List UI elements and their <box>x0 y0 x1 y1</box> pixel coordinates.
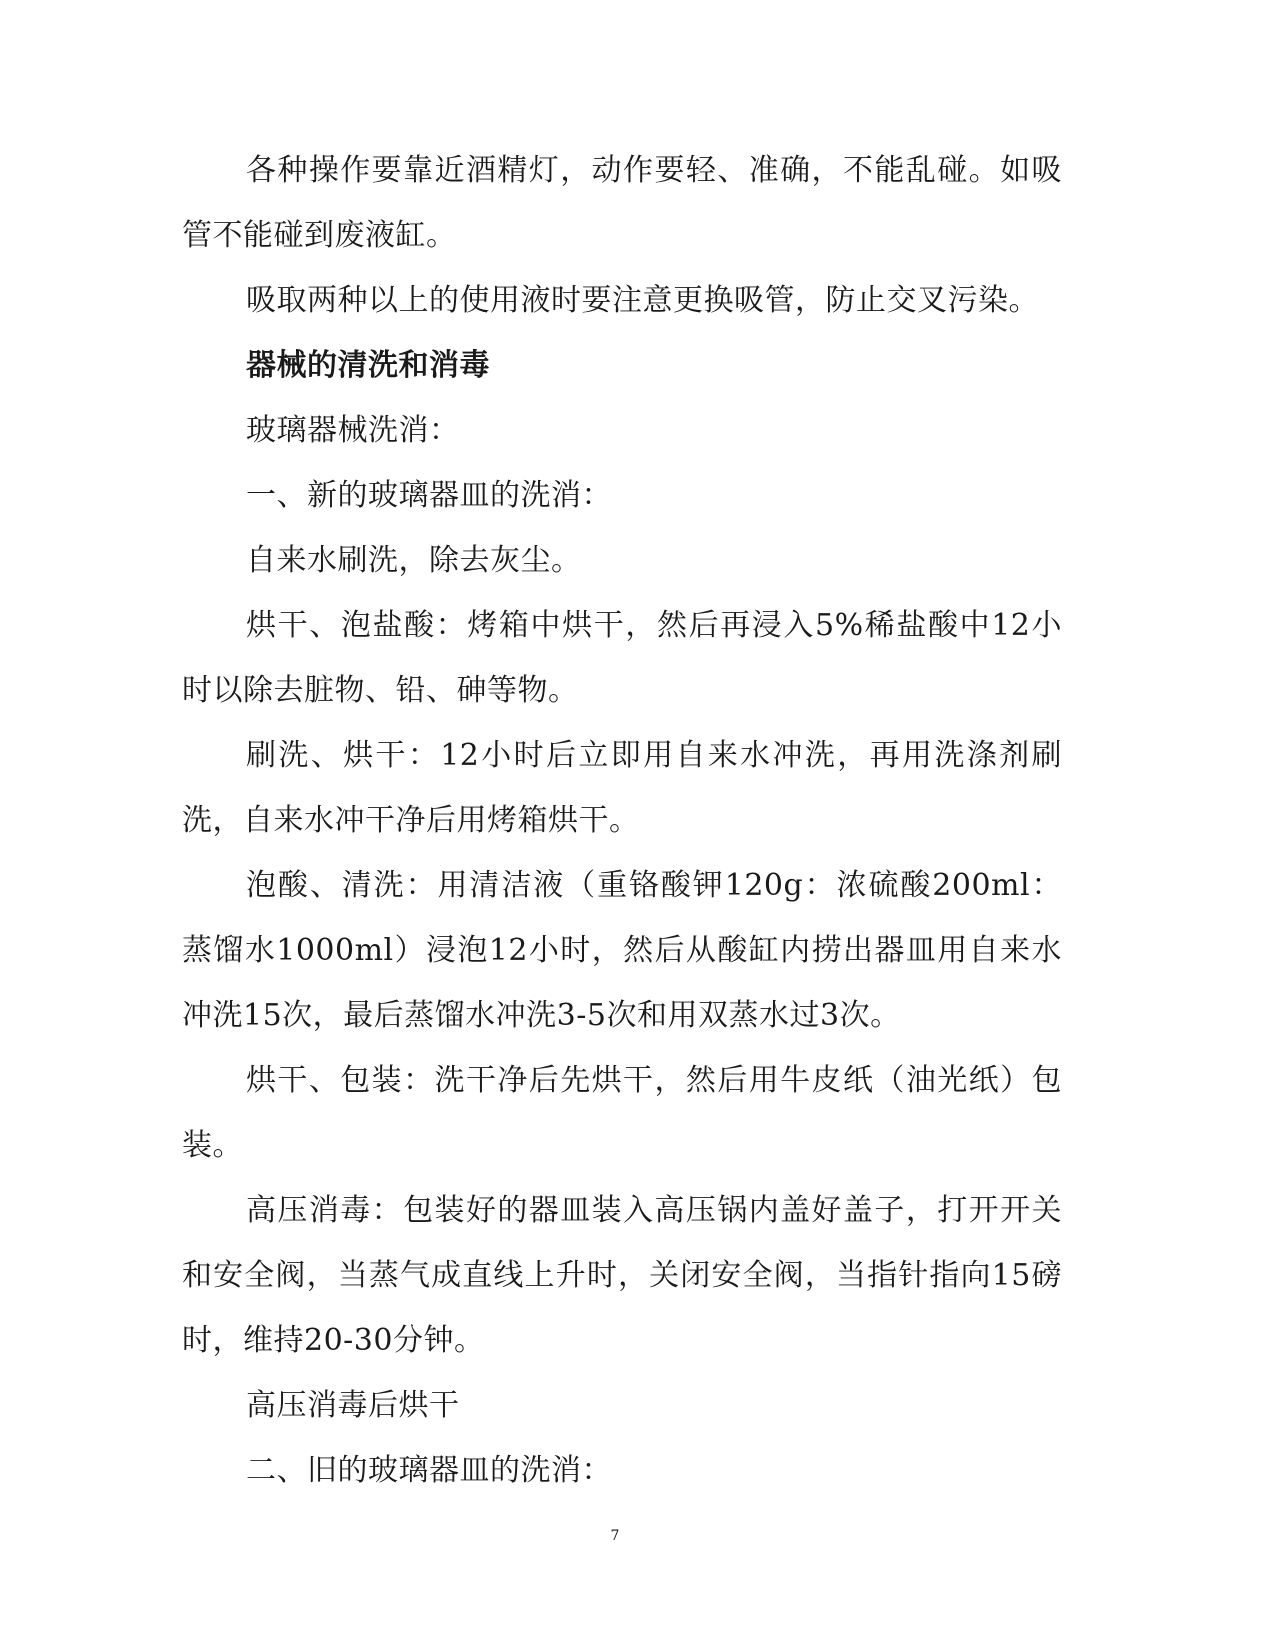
paragraph-post-autoclave-dry: 高压消毒后烘干 <box>246 1388 460 1423</box>
paragraph-acid-soak-rinse: 泡酸、清洗：用清洁液（重铬酸钾120g：浓硫酸200ml：蒸馏水1000ml）浸泡12小时，然后从酸缸内捞出器皿用自来水冲洗15次，最后蒸馏水冲洗3-5次和用双蒸水过3次。 <box>182 868 1062 1033</box>
paragraph-autoclave: 高压消毒：包装好的器皿装入高压锅内盖好盖子，打开开关和安全阀，当蒸气成直线上升时，关闭安全阀，当指针指向15磅时，维持20-30分钟。 <box>182 1193 1062 1358</box>
section-heading-cleaning-disinfection: 器械的清洗和消毒 <box>246 348 490 383</box>
paragraph-glassware-title: 玻璃器械洗消： <box>246 413 460 448</box>
paragraph-new-glassware-title: 一、新的玻璃器皿的洗消： <box>246 478 612 513</box>
document-body <box>182 138 1062 1503</box>
paragraph-tap-water-wash: 自来水刷洗，除去灰尘。 <box>246 543 582 578</box>
paragraph-scrub-dry: 刷洗、烘干：12小时后立即用自来水冲洗，再用洗涤剂刷洗，自来水冲干净后用烤箱烘干。 <box>182 738 1062 838</box>
page-number: 7 <box>610 1528 620 1544</box>
paragraph-old-glassware-title: 二、旧的玻璃器皿的洗消： <box>246 1453 612 1488</box>
paragraph-pipette-change: 吸取两种以上的使用液时要注意更换吸管，防止交叉污染。 <box>246 283 1039 318</box>
paragraph-dry-hcl-soak: 烘干、泡盐酸：烤箱中烘干，然后再浸入5%稀盐酸中12小时以除去脏物、铅、砷等物。 <box>182 608 1062 708</box>
paragraph-dry-package: 烘干、包装：洗干净后先烘干，然后用牛皮纸（油光纸）包装。 <box>182 1063 1062 1163</box>
paragraph-operation-rules: 各种操作要靠近酒精灯，动作要轻、准确，不能乱碰。如吸管不能碰到废液缸。 <box>182 153 1062 253</box>
